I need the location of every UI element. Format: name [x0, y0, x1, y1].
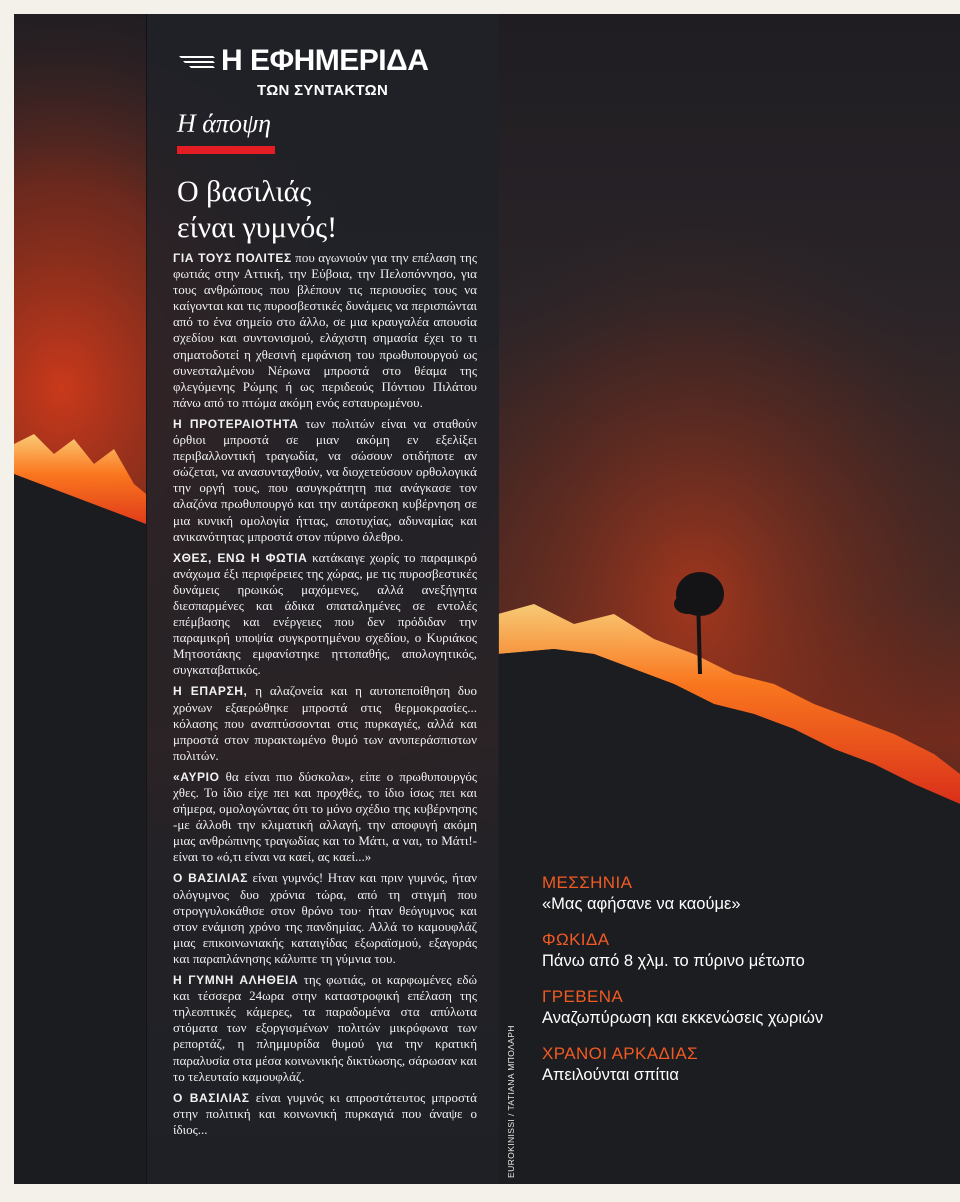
news-item [542, 872, 922, 915]
article-headline [177, 174, 477, 246]
headline-line-1: Ο βασιλιάς [177, 175, 312, 208]
paragraph-lead: Η ΠΡΟΤΕΡΑΙΟΤΗΤΑ [173, 416, 299, 431]
article-paragraph [173, 972, 477, 1085]
section-label: Η άποψη [177, 109, 271, 138]
news-region: ΧΡΑΝΟΙ ΑΡΚΑΔΙΑΣ [542, 1044, 699, 1063]
paragraph-lead: Η ΓΥΜΝΗ ΑΛΗΘΕΙΑ [173, 973, 299, 988]
article-paragraph [173, 1090, 477, 1138]
news-item [542, 1043, 922, 1086]
paragraph-lead: ΓΙΑ ΤΟΥΣ ΠΟΛΙΤΕΣ [173, 251, 292, 265]
news-region: ΜΕΣΣΗΝΙΑ [542, 873, 633, 892]
article-paragraph [173, 550, 477, 679]
paragraph-lead: «ΑΥΡΙΟ [173, 769, 220, 784]
paragraph-text: είναι γυμνός! Ηταν και πριν γυμνός, ήταν ολόγυμνος δυο χρόνια τώρα, από τη στιγμή που στρογγυλοκάθισε στον θρόνο του· ήταν θεόγυμνος και στον ενάμιση χρόνο της πανδημίας. Αλλά το καμουφλάζ μιας επικοινωνιακής καταιγίδας εξωραϊσμού, εξαγοράς και παραπλάνησης κάλυπτε τη γύμνια του. [173, 870, 477, 966]
news-region: ΓΡΕΒΕΝΑ [542, 987, 624, 1006]
paragraph-text: είναι γυμνός κι απροστάτευτος μπροστά στην πολιτική και κοινωνική πυρκαγιά που άναψε ο ίδιος... [173, 1089, 477, 1137]
paragraph-text: κατάκαιγε χωρίς το παραμικρό ανάχωμα έξι περιφέρειες της χώρας, με τις πυροσβεστικές δυνάμεις ηρωικώς μαχόμενες, αλλά ανεξήγητα διεσπαρμένες και άδικα σπαταλημένες σε εντολές επέμβασης και ενέργειες που δεν πρόδιδαν την παραμικρή υποψία συγκροτημένου σχεδίου, ο Κυριάκος Μητσοτάκης εμφανίστηκε ηττοπαθής, απολογητικός, συγκαταβατικός. [173, 549, 477, 678]
paragraph-text: που αγωνιούν για την επέλαση της φωτιάς στην Αττική, την Εύβοια, την Πελοπόννησο, για τους ανθρώπους που βλέπουν τις περιουσίες τους να καίγονται και τις πυροσβεστικές δυνάμεις να περισπώνται από το ένα σημείο στο άλλο, σε μια κραυγαλέα απουσία σχεδίου και συντονισμού, ελάχιστη σημασία έχει το τι σηματοδοτεί η χθεσινή εμφάνιση του πρωθυπουργού ως συνεσταλμένου Νέρωνα μπροστά στο θέαμα της φλεγόμενης Ρώμης ή ως περιδεούς Πόντιου Πιλάτου πάνω από το πτώμα ακόμη ενός εσταυρωμένου. [173, 250, 477, 410]
masthead-title: Η ΕΦΗΜΕΡΙΔΑ [221, 44, 429, 77]
news-briefs [542, 872, 922, 1100]
paragraph-text: η αλαζονεία και η αυτοπεποίθηση δυο χρόνων εξαερώθηκε μπροστά στις θερμοκρασίες... κόλασης που αναπτύσσονται στις πυρκαγιές, αλλά και μπροστά στον πυρακτωμένο θυμό των ανυπεράσπιστων πολιτών. [173, 683, 477, 763]
paragraph-lead: Ο ΒΑΣΙΛΙΑΣ [173, 1090, 250, 1105]
paragraph-lead: Ο ΒΑΣΙΛΙΑΣ [173, 871, 249, 886]
paragraph-lead: Η ΕΠΑΡΣΗ, [173, 684, 248, 699]
news-region: ΦΩΚΙΔΑ [542, 930, 610, 949]
paragraph-text: θα είναι πιο δύσκολα», είπε ο πρωθυπουργός χθες. Το ίδιο είχε πει και προχθές, το ίδιο ίσως πει και σήμερα, ομολογώντας ότι το μόνο σχέδιο της κυβέρνησης -με άλλοθι την κλιματική αλλαγή, την αποφυγή ακόμη μιας ανθρώπινης τραγωδίας και το Μάτι, α ναι, το Μάτι!- είναι το «ό,τι είναι να καεί, ας καεί...» [173, 768, 477, 865]
article-paragraph [173, 250, 477, 411]
photo-credit: EUROKINISSI / ΤΑΤΙΑΝΑ ΜΠΟΛΑΡΗ [506, 1025, 516, 1178]
masthead [177, 44, 477, 114]
speed-lines-icon [177, 52, 223, 70]
article-paragraph [173, 416, 477, 545]
news-text: «Μας αφήσανε να καούμε» [542, 895, 741, 913]
news-item [542, 986, 922, 1029]
news-text: Πάνω από 8 χλμ. το πύρινο μέτωπο [542, 952, 805, 970]
article-body [173, 250, 477, 1143]
paragraph-text: των πολιτών είναι να σταθούν όρθιοι μπροστά σε μιαν ακόμη εν εξελίξει περιβαλλοντική τραγωδία, να σώσουν οτιδήποτε αν σώζεται, να ανασυνταχθούν, να διοχετεύσουν ορθολογικά την οργή τους, που ασυγκράτητη πια ανάγκασε τον αλαζόνα πρωθυπουργό και την αυτάρεσκη κυβέρνηση σε μια κυνική ομολογία ήττας, αποτυχίας, αδυναμίας και ανικανότητας μπροστά στον πύρινο όλεθρο. [173, 415, 477, 544]
news-text: Απειλούνται σπίτια [542, 1066, 679, 1084]
opinion-column [146, 14, 499, 1184]
section-accent-bar [177, 146, 275, 154]
masthead-subtitle: ΤΩΝ ΣΥΝΤΑΚΤΩΝ [257, 82, 389, 99]
paragraph-lead: ΧΘΕΣ, ΕΝΩ Η ΦΩΤΙΑ [173, 550, 308, 565]
article-paragraph [173, 683, 477, 763]
article-paragraph [173, 870, 477, 967]
paragraph-text: της φωτιάς, οι καρφωμένες εδώ και τέσσερα 24ωρα στην καταστροφική επέλαση της τηλεοπτικές κάμερες, τα παραδομένα στα απύλωτα στόματα των εξοργισμένων πολιτών μικρόφωνα των ρεπορτάζ, η πλημμυρίδα θυμού για την κρατική παραλυσία στα μέσα κοινωνικής δικτύωσης, σάρωσαν και το τελευταίο καμουφλάζ. [173, 972, 478, 1084]
newspaper-page [14, 14, 960, 1184]
news-item [542, 929, 922, 972]
news-text: Αναζωπύρωση και εκκενώσεις χωριών [542, 1009, 824, 1027]
article-paragraph [173, 769, 477, 866]
headline-line-2: είναι γυμνός! [177, 211, 338, 244]
